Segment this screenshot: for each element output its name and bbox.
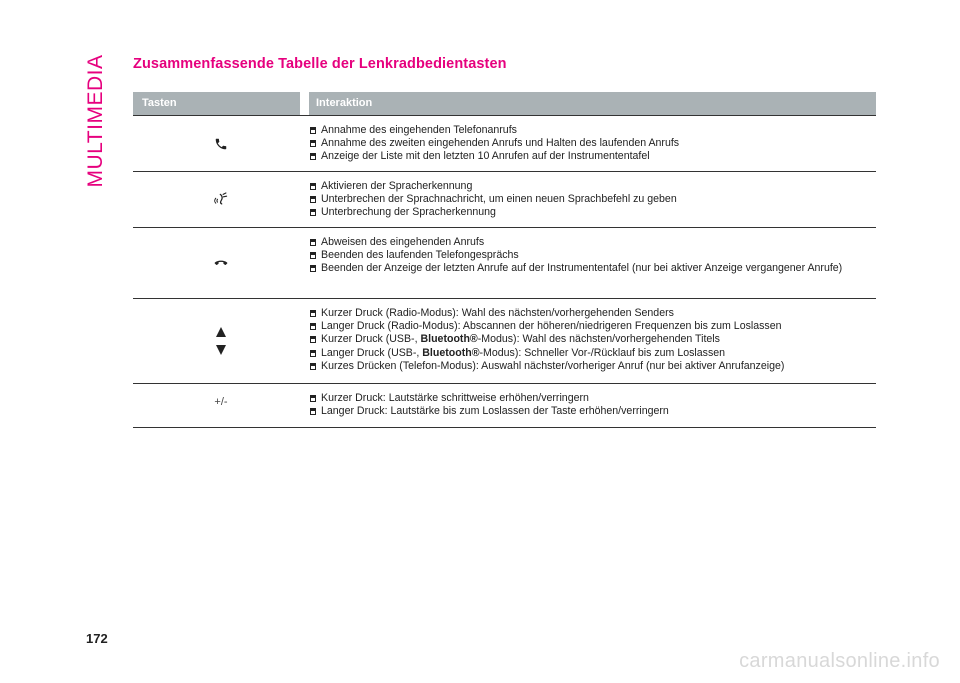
page-number: 172 (86, 631, 108, 646)
key-cell (133, 299, 309, 383)
watermark: carmanualsonline.info (739, 650, 940, 672)
list-item: Annahme des zweiten eingehenden Anrufs und Halten des laufenden Anrufs (309, 137, 866, 150)
list-item: Kurzer Druck (USB-, Bluetooth®-Modus): Wahl des nächsten/vorhergehenden Titels (309, 333, 866, 346)
list-item: Unterbrechung der Spracherkennung (309, 206, 866, 219)
volume-key-label: +/- (214, 396, 228, 408)
arrow-down-icon (216, 345, 226, 355)
interaction-cell (309, 299, 876, 383)
arrow-up-icon (216, 327, 226, 337)
key-cell (133, 228, 309, 298)
table-row (133, 172, 876, 228)
table-row (133, 384, 876, 428)
list-item: Annahme des eingehenden Telefonanrufs (309, 124, 866, 137)
header-interaction: Interaktion (316, 97, 373, 109)
key-cell (133, 116, 309, 171)
table-row (133, 115, 876, 172)
list-item: Beenden der Anzeige der letzten Anrufe auf der Instrumententafel (nur bei aktiver Anzeige vergangener Anrufe) (309, 262, 866, 275)
list-item: Kurzer Druck: Lautstärke schrittweise erhöhen/verringern (309, 392, 866, 405)
interaction-cell (309, 172, 876, 227)
list-item: Anzeige der Liste mit den letzten 10 Anrufen auf der Instrumententafel (309, 150, 866, 163)
list-item: Kurzer Druck (Radio-Modus): Wahl des nächsten/vorhergehenden Senders (309, 307, 866, 320)
list-item: Langer Druck: Lautstärke bis zum Loslassen der Taste erhöhen/verringern (309, 405, 866, 418)
voice-command-icon (214, 192, 228, 208)
list-item: Langer Druck (USB-, Bluetooth®-Modus): Schneller Vor-/Rücklauf bis zum Loslassen (309, 347, 866, 360)
up-down-arrows-icon (215, 326, 227, 356)
section-title-vertical (84, 54, 108, 188)
table-row (133, 228, 876, 299)
list-item: Abweisen des eingehenden Anrufs (309, 236, 866, 249)
table-row (133, 299, 876, 384)
phone-hangup-icon (214, 259, 228, 267)
key-cell (133, 384, 309, 427)
header-keys: Tasten (142, 97, 177, 109)
list-item: Unterbrechen der Sprachnachricht, um einen neuen Sprachbefehl zu geben (309, 193, 866, 206)
steering-controls-table (133, 92, 876, 428)
phone-answer-icon (214, 137, 228, 151)
interaction-cell (309, 384, 876, 427)
list-item: Langer Druck (Radio-Modus): Abscannen der höheren/niedrigeren Frequenzen bis zum Loslassen (309, 320, 866, 333)
key-cell (133, 172, 309, 227)
page-title: Zusammenfassende Tabelle der Lenkradbedientasten (133, 56, 507, 72)
section-title-text: MULTIMEDIA (84, 54, 107, 188)
interaction-cell (309, 228, 876, 298)
list-item: Beenden des laufenden Telefongesprächs (309, 249, 866, 262)
table-header (133, 92, 876, 115)
list-item: Kurzes Drücken (Telefon-Modus): Auswahl nächster/vorheriger Anruf (nur bei aktiver Anrufanzeige) (309, 360, 866, 373)
interaction-cell (309, 116, 876, 171)
list-item: Aktivieren der Spracherkennung (309, 180, 866, 193)
